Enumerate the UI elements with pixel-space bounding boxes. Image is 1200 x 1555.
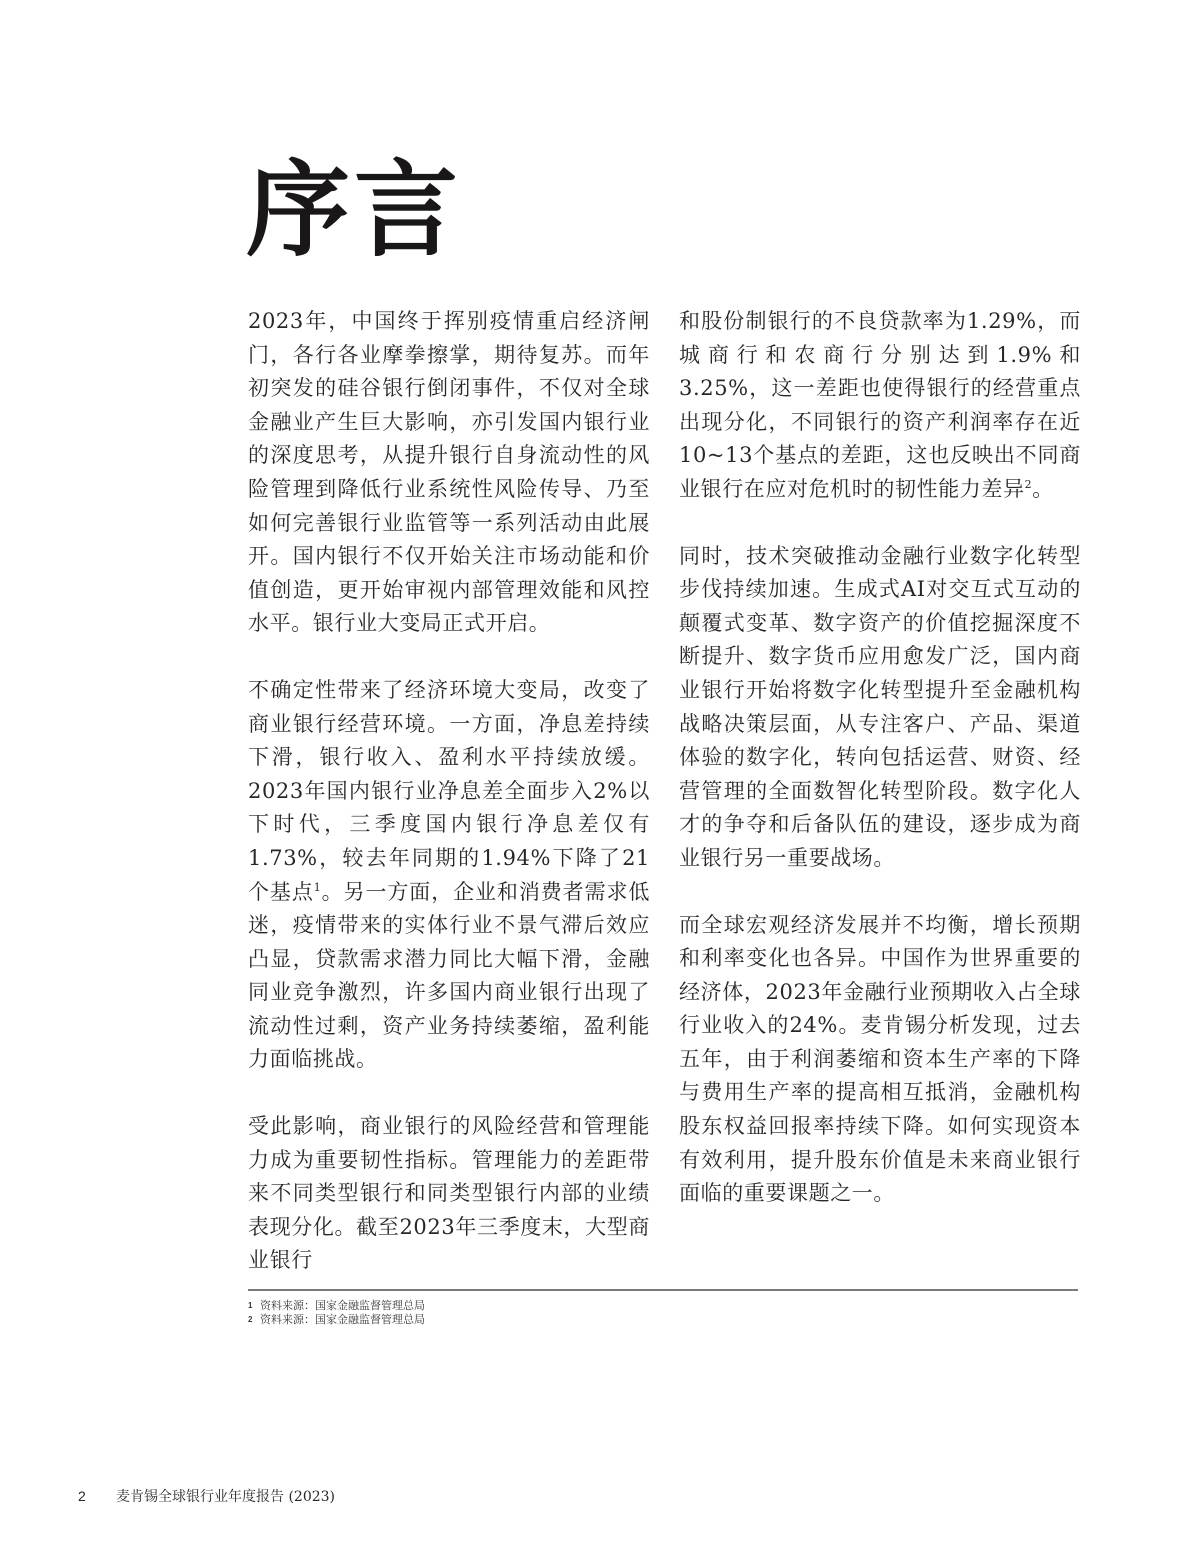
paragraph-digital-transformation: 同时，技术突破推动金融行业数字化转型步伐持续加速。生成式AI对交互式互动的颠覆式变革、数字资产的价值挖掘深度不断提升、数字货币应用愈发广泛，国内商业银行开始将数字化转型提升至金融机构战略决策层面，从专注客户、产品、渠道体验的数字化，转向包括运营、财资、经营管理的全面数智化转型阶段。数字化人才的争夺和后备队伍的建设，逐步成为商业银行另一重要战场。 — [679, 543, 1081, 870]
footnote-number: 2 — [248, 1315, 253, 1324]
footnote-text: 资料来源：国家金融监督管理总局 — [260, 1299, 425, 1312]
footnote-2 — [248, 1313, 425, 1327]
paragraph-uncertainty — [248, 674, 650, 1077]
page-title: 序言 — [246, 148, 463, 271]
paragraph-text: 和股份制银行的不良贷款率为1.29%，而城商行和农商行分别达到1.9%和3.25%，这一差距也使得银行的经营重点出现分化，不同银行的资产利润率存在近10~13个基点的差距，这也反映出不同商业银行在应对危机时的韧性能力差异 — [679, 309, 1081, 501]
footnote-ref-2[interactable]: 2 — [1024, 477, 1033, 491]
footnote-1 — [248, 1299, 425, 1313]
page-footer — [78, 1487, 335, 1506]
publication-title: 麦肯锡全球银行业年度报告 (2023) — [116, 1489, 336, 1505]
footnote-divider — [248, 1289, 1078, 1291]
paragraph-text: 。另一方面，企业和消费者需求低迷，疫情带来的实体行业不景气滞后效应凸显，贷款需求潜力同比大幅下滑，金融同业竞争激烈，许多国内商业银行出现了流动性过剩，资产业务持续萎缩，盈利能力面临挑战。 — [248, 879, 650, 1072]
footnote-text: 资料来源：国家金融监督管理总局 — [260, 1313, 425, 1326]
paragraph-npl-ratio — [679, 305, 1081, 507]
paragraph-intro: 2023年，中国终于挥别疫情重启经济闸门，各行各业摩拳擦掌，期待复苏。而年初突发的硅谷银行倒闭事件，不仅对全球金融业产生巨大影响，亦引发国内银行业的深度思考，从提升银行自身流动性的风险管理到降低行业系统性风险传导、乃至如何完善银行业监管等一系列活动由此展开。国内银行不仅开始关注市场动能和价值创造，更开始审视内部管理效能和风控水平。银行业大变局正式开启。 — [248, 309, 650, 636]
paragraph-risk-management: 受此影响，商业银行的风险经营和管理能力成为重要韧性指标。管理能力的差距带来不同类型银行和同类型银行内部的业绩表现分化。截至2023年三季度末，大型商业银行 — [248, 1114, 650, 1273]
page-number: 2 — [78, 1488, 86, 1504]
right-column — [679, 305, 1081, 1244]
footnote-number: 1 — [248, 1301, 253, 1310]
left-column — [248, 305, 650, 1311]
paragraph-global-macro: 而全球宏观经济发展并不均衡，增长预期和利率变化也各异。中国作为世界重要的经济体，2023年金融行业预期收入占全球行业收入的24%。麦肯锡分析发现，过去五年，由于利润萎缩和资本生产率的下降与费用生产率的提高相互抵消，金融机构股东权益回报率持续下降。如何实现资本有效利用，提升股东价值是未来商业银行面临的重要课题之一。 — [679, 912, 1081, 1206]
footnotes — [248, 1299, 425, 1327]
footnote-ref-1[interactable]: 1 — [313, 880, 322, 894]
paragraph-text: 不确定性带来了经济环境大变局，改变了商业银行经营环境。一方面，净息差持续下滑，银行收入、盈利水平持续放缓。2023年国内银行业净息差全面步入2%以下时代，三季度国内银行净息差仅有1.73%，较去年同期的1.94%下降了21个基点 — [248, 677, 650, 904]
paragraph-text: 。 — [1032, 476, 1054, 501]
